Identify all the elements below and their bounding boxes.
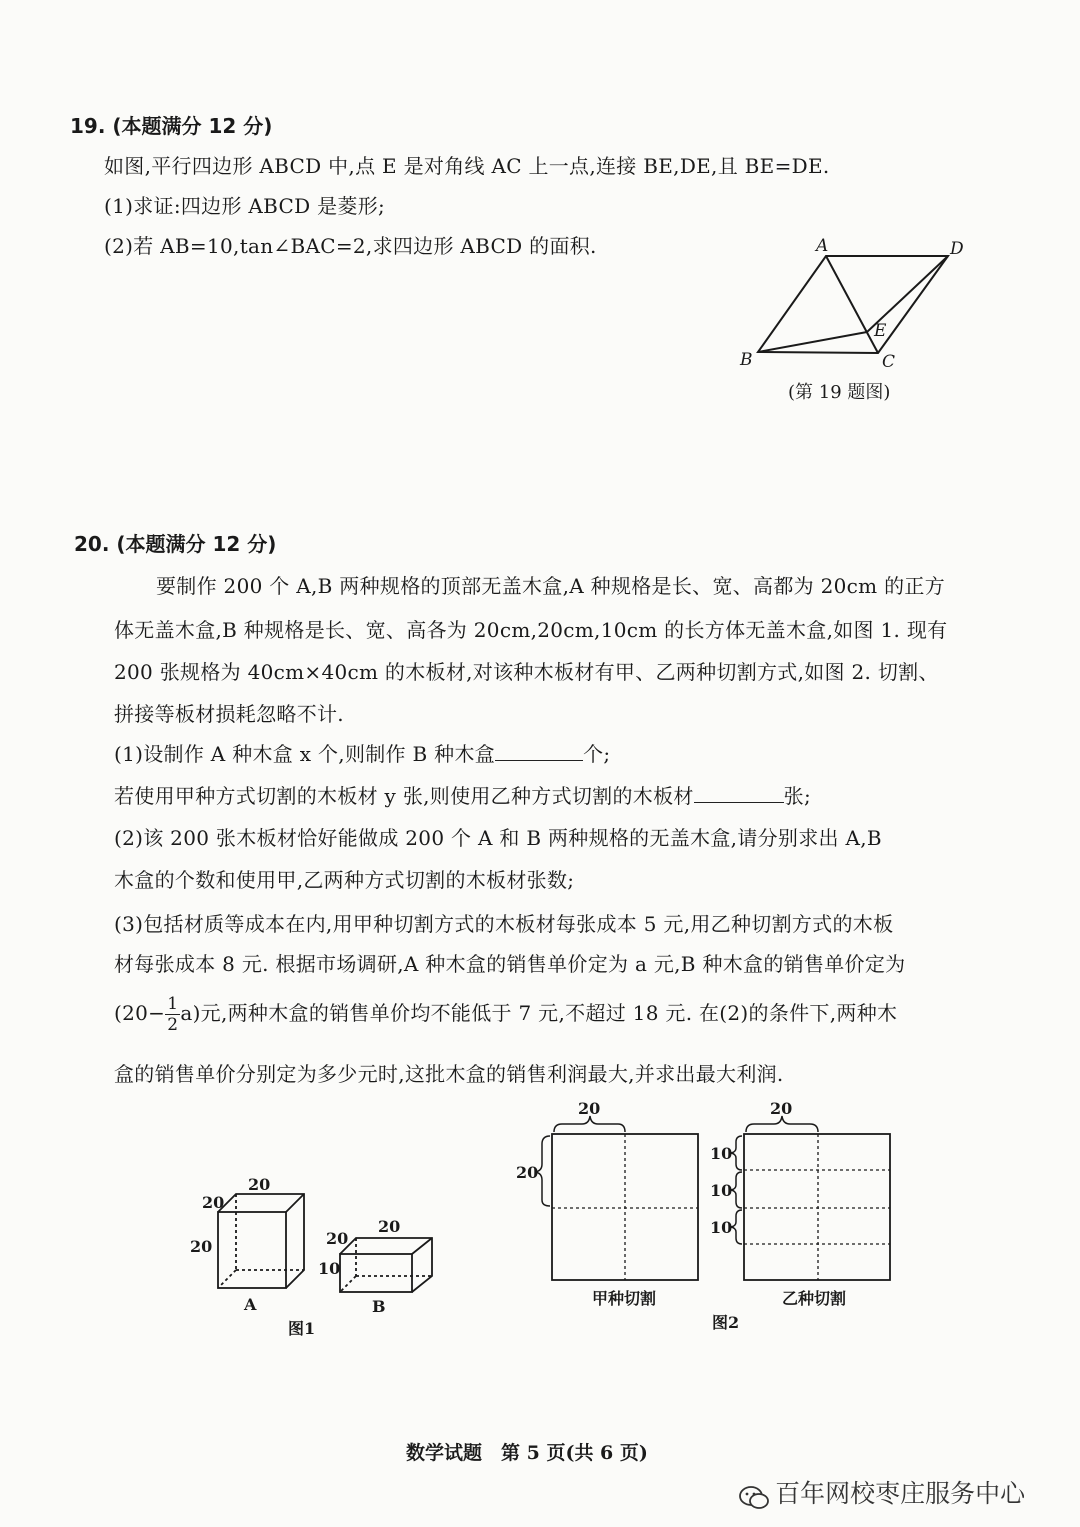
formula-prefix: (20− bbox=[114, 1001, 166, 1025]
yi-left-dim-1: 10 bbox=[710, 1144, 733, 1163]
label-e: E bbox=[874, 321, 887, 341]
fraction-one-half: $\frac{1}{2}$ bbox=[167, 994, 179, 1035]
q20-part1-unit: 个; bbox=[583, 742, 611, 766]
box-b-length: 20 bbox=[378, 1217, 401, 1236]
brace-yi-left-3 bbox=[731, 1210, 742, 1244]
box-b-height: 10 bbox=[318, 1259, 341, 1278]
page-footer: 数学试题 第 5 页(共 6 页) bbox=[406, 1442, 648, 1464]
box-a-label: A bbox=[244, 1295, 257, 1314]
brace-yi-left-2 bbox=[731, 1172, 742, 1208]
q19-heading: 19. (本题满分 12 分) bbox=[70, 114, 273, 138]
q20-para-line4: 拼接等板材损耗忽略不计. bbox=[114, 702, 344, 726]
q20-heading: 20. (本题满分 12 分) bbox=[74, 532, 277, 556]
answer-blank-1[interactable] bbox=[495, 742, 583, 761]
jia-label: 甲种切割 bbox=[592, 1289, 657, 1308]
watermark-text: 百年网校枣庄服务中心 bbox=[775, 1479, 1026, 1508]
box-b-front bbox=[340, 1254, 412, 1292]
yi-left-dim-2: 10 bbox=[710, 1181, 733, 1200]
q20-part2-line1: (2)该 200 张木板材恰好能做成 200 个 A 和 B 两种规格的无盖木盒,请分别求出 A,B bbox=[114, 826, 882, 850]
box-a-width: 20 bbox=[202, 1193, 225, 1212]
yi-left-dim-3: 10 bbox=[710, 1218, 733, 1237]
q20-part1-text: (1)设制作 A 种木盒 x 个,则制作 B 种木盒 bbox=[114, 742, 496, 766]
fig2-caption: 图2 bbox=[712, 1313, 740, 1332]
q20-part3-line3 bbox=[114, 994, 897, 1035]
q20-figure2 bbox=[500, 1098, 920, 1338]
yi-label: 乙种切割 bbox=[782, 1289, 847, 1308]
box-a-front bbox=[218, 1212, 286, 1288]
q20-part1b-text: 若使用甲种方式切割的木板材 y 张,则使用乙种方式切割的木板材 bbox=[114, 784, 694, 808]
q20-part1-line2 bbox=[114, 780, 811, 809]
box-b-width: 20 bbox=[326, 1229, 349, 1248]
jia-top-dim: 20 bbox=[578, 1099, 601, 1118]
wechat-icon bbox=[738, 1484, 770, 1512]
q20-part3-line2: 材每张成本 8 元. 根据市场调研,A 种木盒的销售单价定为 a 元,B 种木盒的销售单价定为 bbox=[114, 952, 906, 976]
watermark bbox=[738, 1474, 1025, 1512]
label-c: C bbox=[882, 352, 896, 372]
q20-para-line3: 200 张规格为 40cm×40cm 的木板材,对该种木板材有甲、乙两种切割方式,如图 2. 切割、 bbox=[114, 660, 939, 684]
q20-part1-line1 bbox=[114, 738, 610, 767]
q19-stem: 如图,平行四边形 ABCD 中,点 E 是对角线 AC 上一点,连接 BE,DE,且 BE=DE. bbox=[104, 154, 830, 178]
label-d: D bbox=[950, 239, 964, 259]
box-a-height: 20 bbox=[190, 1237, 213, 1256]
q20-figure1 bbox=[180, 1170, 460, 1350]
label-b: B bbox=[740, 350, 753, 370]
yi-top-dim: 20 bbox=[770, 1099, 793, 1118]
q19-part2: (2)若 AB=10,tan∠BAC=2,求四边形 ABCD 的面积. bbox=[104, 234, 597, 258]
q20-para-line2: 体无盖木盒,B 种规格是长、宽、高各为 20cm,20cm,10cm 的长方体无盖木盒,如图 1. 现有 bbox=[114, 618, 948, 642]
brace-yi-left-1 bbox=[731, 1136, 742, 1170]
q19-figure bbox=[730, 230, 980, 415]
q20-part2-line2: 木盒的个数和使用甲,乙两种方式切割的木板材张数; bbox=[114, 868, 575, 892]
formula-rest: a)元,两种木盒的销售单价均不能低于 7 元,不超过 18 元. 在(2)的条件下,两种木 bbox=[180, 1001, 898, 1025]
label-a: A bbox=[816, 236, 829, 256]
board-yi bbox=[744, 1134, 890, 1280]
jia-left-dim: 20 bbox=[516, 1163, 539, 1182]
brace-yi-top bbox=[746, 1116, 818, 1132]
box-b-label: B bbox=[372, 1297, 386, 1316]
q20-para-line1: 要制作 200 个 A,B 两种规格的顶部无盖木盒,A 种规格是长、宽、高都为 20cm 的正方 bbox=[156, 574, 945, 598]
brace-jia-top bbox=[554, 1116, 625, 1132]
q19-part1: (1)求证:四边形 ABCD 是菱形; bbox=[104, 194, 386, 218]
q20-part3-line4: 盒的销售单价分别定为多少元时,这批木盒的销售利润最大,并求出最大利润. bbox=[114, 1062, 784, 1086]
q19-caption: (第 19 题图) bbox=[788, 382, 891, 403]
q20-part3-line1: (3)包括材质等成本在内,用甲种切割方式的木板材每张成本 5 元,用乙种切割方式的木板 bbox=[114, 912, 894, 936]
box-a-length: 20 bbox=[248, 1175, 271, 1194]
fig1-caption: 图1 bbox=[288, 1319, 316, 1338]
answer-blank-2[interactable] bbox=[694, 784, 784, 803]
segment-be bbox=[758, 332, 867, 352]
q20-part1b-unit: 张; bbox=[783, 784, 812, 808]
